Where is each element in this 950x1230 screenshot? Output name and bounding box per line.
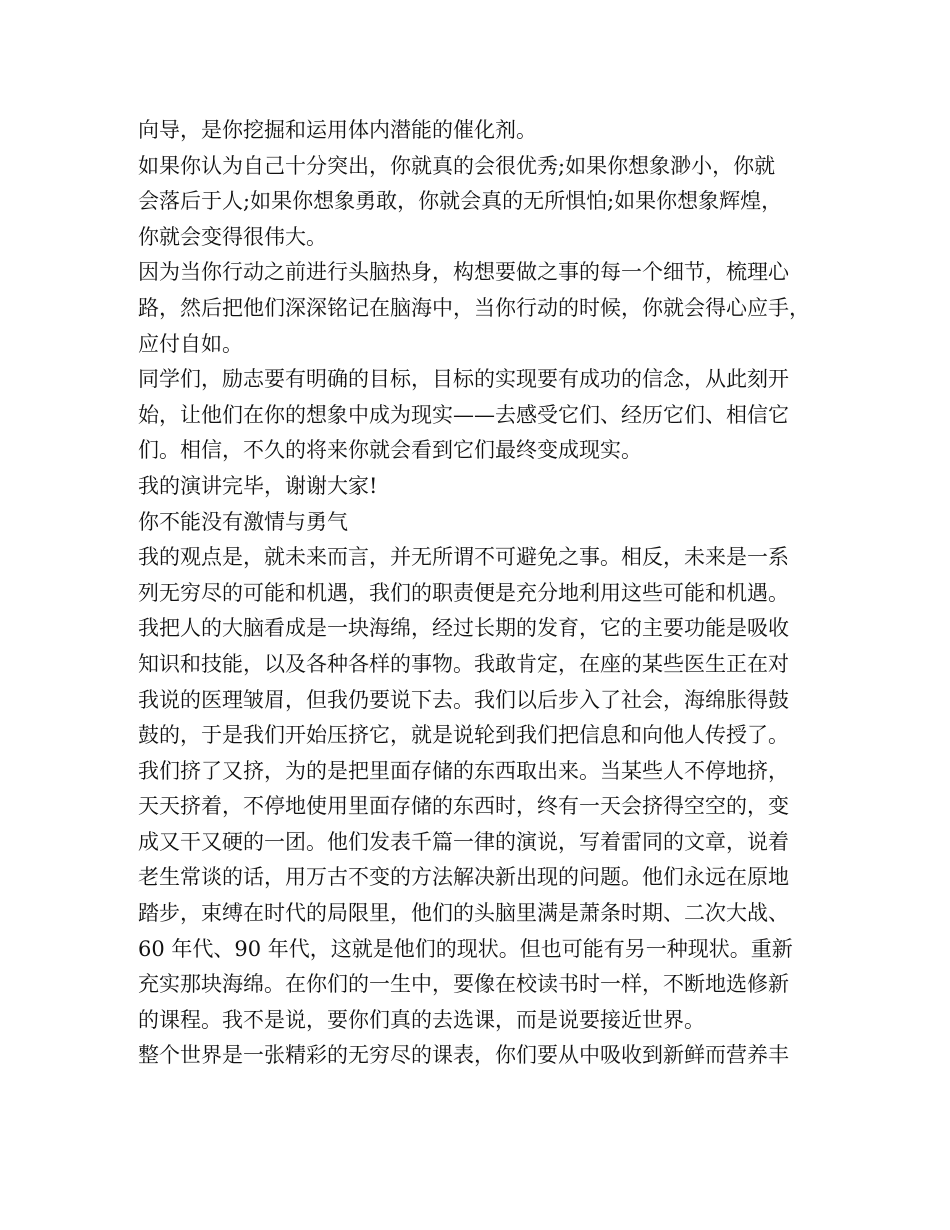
text-line: 我们挤了又挤，为的是把里面存储的东西取出来。当某些人不停地挤， <box>138 758 789 783</box>
text-line: 我说的医理皱眉，但我仍要说下去。我们以后步入了社会，海绵胀得鼓 <box>138 687 789 712</box>
text-line: 同学们，励志要有明确的目标，目标的实现要有成功的信念，从此刻开 <box>138 367 789 392</box>
text-line: 知识和技能，以及各种各样的事物。我敢肯定，在座的某些医生正在对 <box>138 651 789 676</box>
text-line: 因为当你行动之前进行头脑热身，构想要做之事的每一个细节，梳理心 <box>138 260 789 285</box>
text-line: 整个世界是一张精彩的无穷尽的课表，你们要从中吸收到新鲜而营养丰 <box>138 1043 789 1068</box>
text-line: 你就会变得很伟大。 <box>138 224 327 249</box>
text-line: 老生常谈的话，用万古不变的方法解决新出现的问题。他们永远在原地 <box>138 865 789 890</box>
text-line: 向导，是你挖掘和运用体内潜能的催化剂。 <box>138 118 537 142</box>
text-line: 我的观点是，就未来而言，并无所谓不可避免之事。相反，未来是一系 <box>138 545 789 570</box>
text-line: 我的演讲完毕，谢谢大家! <box>138 473 378 498</box>
text-line: 我把人的大脑看成是一块海绵，经过长期的发育，它的主要功能是吸收 <box>138 616 789 641</box>
text-line: 60 年代、90 年代，这就是他们的现状。但也可能有另一种现状。重新 <box>138 936 793 961</box>
text-line: 路，然后把他们深深铭记在脑海中，当你行动的时候，你就会得心应手， <box>138 295 810 320</box>
text-line: 列无穷尽的可能和机遇，我们的职责便是充分地利用这些可能和机遇。 <box>138 580 789 605</box>
text-line: 天天挤着，不停地使用里面存储的东西时，终有一天会挤得空空的，变 <box>138 794 789 819</box>
section-heading: 你不能没有激情与勇气 <box>138 509 348 534</box>
text-line: 的课程。我不是说，要你们真的去选课，而是说要接近世界。 <box>138 1007 705 1032</box>
text-line: 始，让他们在你的想象中成为现实——去感受它们、经历它们、相信它 <box>138 402 789 427</box>
text-line: 会落后于人;如果你想象勇敢，你就会真的无所惧怕;如果你想象辉煌， <box>138 189 783 214</box>
text-line: 成又干又硬的一团。他们发表千篇一律的演说，写着雷同的文章，说着 <box>138 829 789 854</box>
text-line: 如果你认为自己十分突出，你就真的会很优秀;如果你想象渺小，你就 <box>138 153 776 178</box>
text-line: 鼓的，于是我们开始压挤它，就是说轮到我们把信息和向他人传授了。 <box>138 723 789 748</box>
text-line: 踏步，束缚在时代的局限里，他们的头脑里满是萧条时期、二次大战、 <box>138 901 789 926</box>
text-line: 们。相信，不久的将来你就会看到它们最终变成现实。 <box>138 438 642 463</box>
text-line: 应付自如。 <box>138 331 243 356</box>
body-text <box>138 113 838 1074</box>
text-line: 充实那块海绵。在你们的一生中，要像在校读书时一样，不断地选修新 <box>138 972 789 997</box>
